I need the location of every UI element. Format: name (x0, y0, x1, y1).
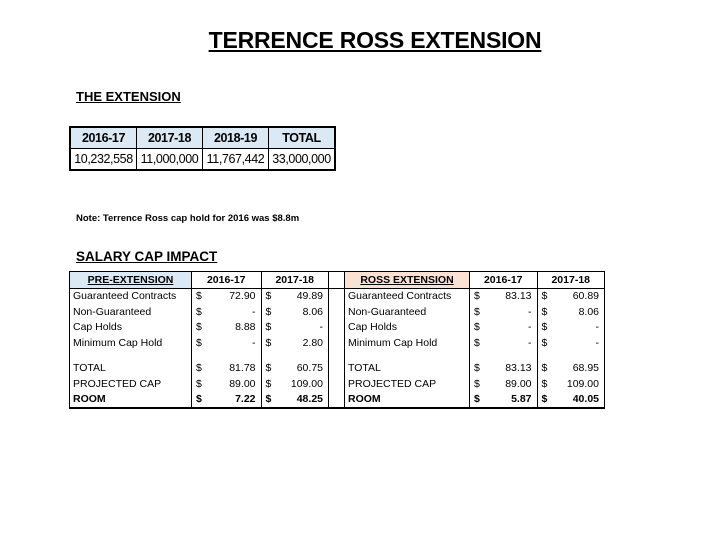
row-label: Minimum Cap Hold (70, 335, 192, 351)
currency-symbol: $ (261, 392, 277, 409)
currency-symbol: $ (541, 377, 548, 390)
table-row (70, 320, 605, 336)
ross-year2-value: 8.06 (553, 304, 605, 320)
extension-value-row (70, 149, 335, 171)
spacer-row (70, 351, 605, 361)
ross-year2-value: - (553, 335, 605, 351)
currency-symbol: $ (265, 362, 272, 375)
column-spacer (329, 288, 345, 304)
pre-year1-value: - (207, 335, 261, 351)
row-label: TOTAL (70, 361, 192, 377)
ross-year2-value: 109.00 (553, 376, 605, 392)
currency-symbol: $ (196, 362, 202, 375)
ross-year1-value: - (485, 304, 537, 320)
currency-symbol: $ (265, 321, 272, 334)
currency-symbol: $ (265, 377, 272, 390)
pre-year2-value: 49.89 (277, 288, 329, 304)
table-row (70, 335, 605, 351)
row-label: Guaranteed Contracts (345, 288, 470, 304)
column-spacer (329, 335, 345, 351)
salary-cap-table (69, 271, 605, 409)
extension-table (69, 126, 336, 171)
ross-year1-value: - (485, 335, 537, 351)
currency-symbol: $ (196, 305, 202, 318)
page-title: TERRENCE ROSS EXTENSION (208, 27, 542, 53)
ext-header-2016-17: 2016-17 (70, 127, 137, 149)
currency-symbol: $ (541, 305, 548, 318)
row-label: PROJECTED CAP (345, 376, 470, 392)
extension-heading: THE EXTENSION (76, 89, 181, 104)
totals-row (70, 376, 605, 392)
currency-symbol: $ (474, 377, 480, 390)
pre-year2-value: 8.06 (277, 304, 329, 320)
currency-symbol: $ (541, 290, 548, 303)
currency-symbol: $ (474, 290, 480, 303)
currency-symbol: $ (537, 392, 553, 409)
extension-header-row (70, 127, 335, 149)
currency-symbol: $ (474, 362, 480, 375)
pre-year2-value: 48.25 (277, 392, 329, 409)
currency-symbol: $ (474, 321, 480, 334)
ross-year1-header: 2016-17 (470, 272, 538, 289)
currency-symbol: $ (196, 321, 202, 334)
pre-extension-header: PRE-EXTENSION (70, 272, 192, 289)
pre-year2-value: 60.75 (277, 361, 329, 377)
row-label: Cap Holds (345, 320, 470, 336)
totals-row (70, 392, 605, 409)
ross-year1-value: 89.00 (485, 376, 537, 392)
row-label: Minimum Cap Hold (345, 335, 470, 351)
row-label: ROOM (70, 392, 192, 409)
ross-year1-value: 83.13 (485, 288, 537, 304)
ext-value-total: 33,000,000 (269, 149, 336, 171)
currency-symbol: $ (541, 321, 548, 334)
ext-value-2017-18: 11,000,000 (137, 149, 203, 171)
column-spacer (329, 376, 345, 392)
header-spacer (329, 272, 345, 289)
ext-header-2018-19: 2018-19 (203, 127, 269, 149)
ext-header-2017-18: 2017-18 (137, 127, 203, 149)
table-row (70, 304, 605, 320)
pre-year1-value: 89.00 (207, 376, 261, 392)
currency-symbol: $ (474, 336, 480, 349)
column-spacer (329, 361, 345, 377)
pre-year1-value: 81.78 (207, 361, 261, 377)
row-label: Cap Holds (70, 320, 192, 336)
column-spacer (329, 304, 345, 320)
currency-symbol: $ (265, 336, 272, 349)
ross-year1-value: - (485, 320, 537, 336)
pre-year1-header: 2016-17 (192, 272, 262, 289)
ross-extension-header: ROSS EXTENSION (345, 272, 470, 289)
currency-symbol: $ (265, 305, 272, 318)
row-label: Non-Guaranteed (345, 304, 470, 320)
ext-value-2018-19: 11,767,442 (203, 149, 269, 171)
row-label: TOTAL (345, 361, 470, 377)
pre-year2-header: 2017-18 (261, 272, 329, 289)
ext-value-2016-17: 10,232,558 (70, 149, 137, 171)
table-row (70, 288, 605, 304)
row-label: Guaranteed Contracts (70, 288, 192, 304)
currency-symbol: $ (196, 377, 202, 390)
currency-symbol: $ (470, 392, 486, 409)
cap-hold-note: Note: Terrence Ross cap hold for 2016 was $8.8m (76, 213, 300, 224)
ross-year2-value: 60.89 (553, 288, 605, 304)
column-spacer (329, 320, 345, 336)
ext-header-total: TOTAL (269, 127, 336, 149)
currency-symbol: $ (474, 305, 480, 318)
currency-symbol: $ (196, 290, 202, 303)
row-label: Non-Guaranteed (70, 304, 192, 320)
pre-year2-value: 109.00 (277, 376, 329, 392)
ross-year1-value: 5.87 (485, 392, 537, 409)
column-spacer (329, 392, 345, 409)
row-label: PROJECTED CAP (70, 376, 192, 392)
ross-year1-value: 83.13 (485, 361, 537, 377)
currency-symbol: $ (265, 290, 272, 303)
salary-cap-heading: SALARY CAP IMPACT (76, 249, 218, 264)
ross-year2-header: 2017-18 (537, 272, 605, 289)
ross-year2-value: 68.95 (553, 361, 605, 377)
pre-year1-value: - (207, 304, 261, 320)
currency-symbol: $ (541, 336, 548, 349)
currency-symbol: $ (541, 362, 548, 375)
row-label: ROOM (345, 392, 470, 409)
ross-year2-value: 40.05 (553, 392, 605, 409)
pre-year1-value: 72.90 (207, 288, 261, 304)
totals-row (70, 361, 605, 377)
pre-year1-value: 7.22 (207, 392, 261, 409)
pre-year2-value: 2.80 (277, 335, 329, 351)
pre-year1-value: 8.88 (207, 320, 261, 336)
currency-symbol: $ (192, 392, 208, 409)
currency-symbol: $ (196, 336, 202, 349)
salary-cap-header-row (70, 272, 605, 289)
ross-year2-value: - (553, 320, 605, 336)
pre-year2-value: - (277, 320, 329, 336)
